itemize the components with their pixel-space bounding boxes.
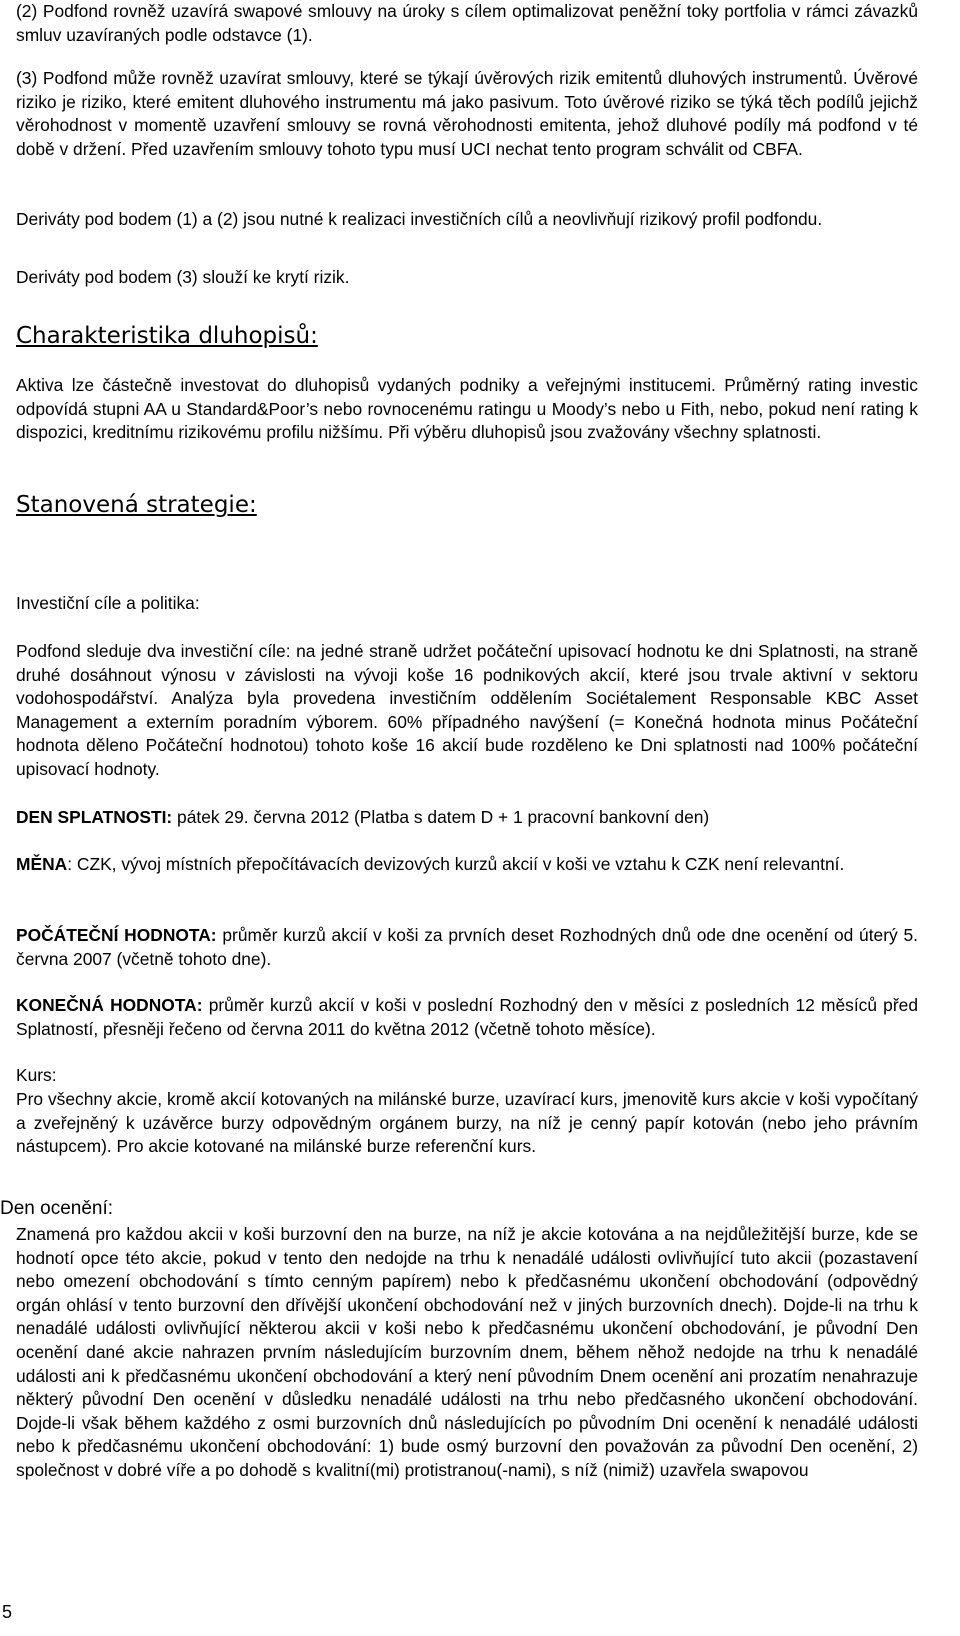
paragraph-kurs xyxy=(16,1088,918,1159)
paragraph-swap xyxy=(16,0,918,47)
subheading-valuation-day: Den ocenění: xyxy=(0,1198,114,1219)
value-currency: : CZK, vývoj místních přepočítávacích devizových kurzů akcií v koši ve vztahu k CZK není relevantní. xyxy=(67,854,845,874)
subheading-investment-goals xyxy=(16,592,918,616)
paragraph-text: (2) Podfond rovněž uzavírá swapové smlouvy na úroky s cílem optimalizovat peněžní toky portfolia v rámci závazků smluv uzavíraných podle odstavce (1). xyxy=(16,1,918,45)
paragraph-final-value xyxy=(16,994,918,1041)
value-maturity-date: pátek 29. června 2012 (Platba s datem D + 1 pracovní bankovní den) xyxy=(172,807,710,827)
page-number: 5 xyxy=(2,1602,13,1622)
label-currency: MĚNA xyxy=(16,854,68,874)
paragraph-text: Deriváty pod bodem (3) slouží ke krytí rizik. xyxy=(16,267,350,287)
paragraph-currency xyxy=(16,853,918,877)
heading-bond-characteristics: Charakteristika dluhopisů: xyxy=(16,323,318,349)
label-maturity-date: DEN SPLATNOSTI: xyxy=(16,807,173,827)
paragraph-bonds xyxy=(16,374,918,445)
paragraph-text: Investiční cíle a politika: xyxy=(16,593,200,613)
value-initial-value: průměr kurzů akcií v koši za prvních deset Rozhodných dnů ode dne ocenění od úterý 5. června 2007 (včetně tohoto dne). xyxy=(16,925,918,969)
paragraph-text: Deriváty pod bodem (1) a (2) jsou nutné k realizaci investičních cílů a neovlivňují rizikový profil podfondu. xyxy=(16,209,823,229)
label-initial-value: POČÁTEČNÍ HODNOTA: xyxy=(16,925,217,945)
paragraph-text: Kurs: xyxy=(16,1065,57,1085)
heading-strategy: Stanovená strategie: xyxy=(16,492,257,518)
paragraph-derivatives-3 xyxy=(16,266,918,290)
paragraph-derivatives-1-2 xyxy=(16,208,918,232)
paragraph-text: Podfond sleduje dva investiční cíle: na jedné straně udržet počáteční upisovací hodnotu ke dni Splatnosti, na straně druhé dosáhnout výnosu v závislosti na vývoji koše 16 podnikových akcií, které jsou trvale aktivní v sektoru vodohospodářství. Analýza byla provedena investičním oddělením Sociétalement Responsable KBC Asset Management a externím poradním výborem. 60% případného navýšení (= Konečná hodnota minus Počáteční hodnota děleno Počáteční hodnotou) tohoto koše 16 akcií bude rozděleno ke Dni splatnosti nad 100% počáteční upisovací hodnoty. xyxy=(16,641,918,779)
paragraph-initial-value xyxy=(16,924,918,971)
paragraph-text: Aktiva lze částečně investovat do dluhopisů vydaných podniky a veřejnými institucemi. Průměrný rating investic odpovídá stupni AA u Standard&Poor’s nebo rovnocenému ratingu u Moody’s nebo u Fith, nebo, pokud není rating k dispozici, kreditnímu rizikovému profilu nižšímu. Při výběru dluhopisů jsou zvažovány všechny splatnosti. xyxy=(16,375,918,443)
paragraph-investment-goals xyxy=(16,640,918,782)
paragraph-text: Znamená pro každou akcii v koši burzovní den na burze, na níž je akcie kotována a na nejdůležitější burze, kde se hodnotí opce této akcie, pokud v tento den nedojde na trhu k nenadálé události ovlivňující tuto akcii (pozastavení nebo omezení obchodování s tímto cenným papírem) nebo k předčasnému ukončení obchodování (odpovědný orgán ohlásí v tento burzovní den dřívější ukončení obchodování než v jiných burzovních dnech). Dojde-li na trhu k nenadálé události ovlivňující některou akcii v koši nebo k předčasnému ukončení obchodování, je původní Den ocenění dané akcie nahrazen prvním následujícím burzovním dnem, během něhož nedojde na trhu k nenadálé události ani k předčasnému ukončení obchodování a který není původním Dnem ocenění ani prozatím nenahrazuje některý původní Den ocenění v důsledku nenadálé události na trhu nebo předčasného ukončení obchodování. Dojde-li však během každého z osmi burzovních dnů následujících po původním Dni ocenění k nenadálé události nebo k předčasnému ukončení obchodování: 1) bude osmý burzovní den považován za původní Den ocenění, 2) společnost v dobré víře a po dohodě s kvalitní(mi) protistranou(-nami), s níž (nimiž) uzavřela swapovou xyxy=(16,1224,918,1480)
paragraph-text: (3) Podfond může rovněž uzavírat smlouvy, které se týkají úvěrových rizik emitentů dluhových instrumentů. Úvěrové riziko je riziko, které emitent dluhového instrumentu má jako pasivum. Toto úvěrové riziko se týká těch podílů jejichž věrohodnost v momentě uzavření smlouvy se rovná věrohodnosti emitenta, jehož dluhové podíly má podfond v té době v držení. Před uzavřením smlouvy tohoto typu musí UCI nechat tento program schválit od CBFA. xyxy=(16,68,918,159)
paragraph-credit-risk xyxy=(16,67,918,161)
paragraph-maturity-date xyxy=(16,806,918,830)
value-final-value: průměr kurzů akcií v koši v poslední Rozhodný den v měsíci z posledních 12 měsíců před Splatností, přesněji řečeno od června 2011 do května 2012 (včetně tohoto měsíce). xyxy=(16,995,918,1039)
paragraph-text: Pro všechny akcie, kromě akcií kotovaných na milánské burze, uzavírací kurs, jmenovitě kurs akcie v koši vypočítaný a zveřejněný k uzávěrce burzy odpovědným orgánem burzy, na níž je cenný papír kotován (nebo jeho právním nástupcem). Pro akcie kotované na milánské burze referenční kurs. xyxy=(16,1089,918,1157)
paragraph-valuation-day xyxy=(16,1223,918,1483)
subheading-kurs xyxy=(16,1064,918,1088)
label-final-value: KONEČNÁ HODNOTA: xyxy=(16,995,203,1015)
